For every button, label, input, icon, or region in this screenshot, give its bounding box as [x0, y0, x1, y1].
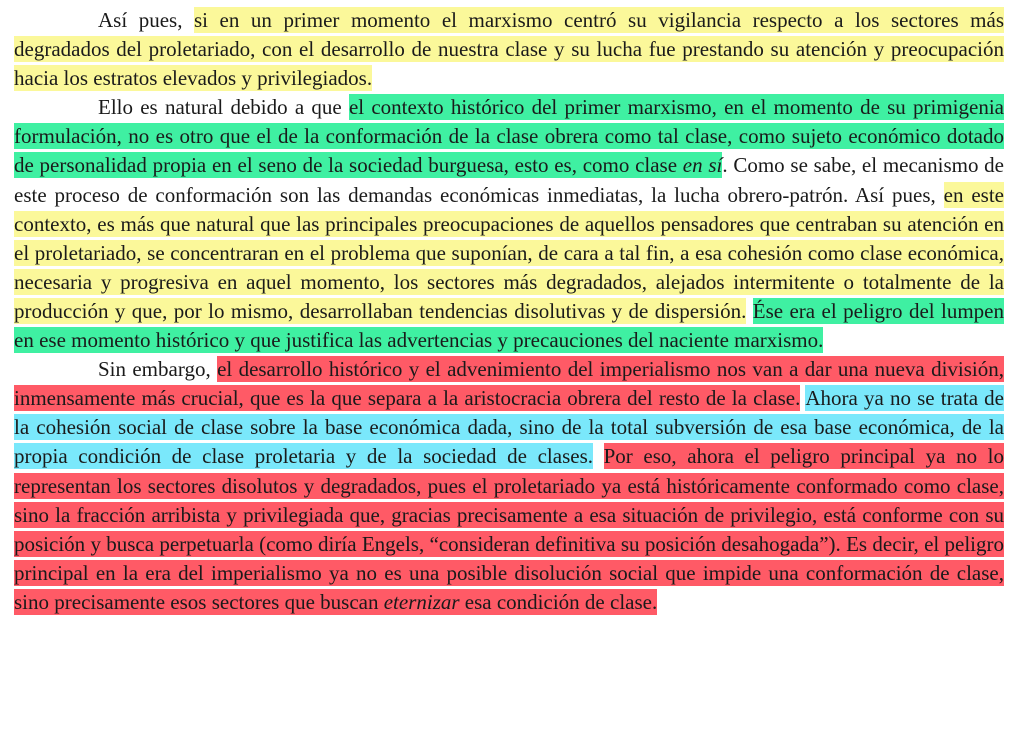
highlight-red-italic: eternizar	[383, 589, 460, 614]
highlight-green: Ése era el peligro del lumpen en ese momento histórico y que justifica las advertencias y precauciones del naciente marxismo.	[14, 298, 1004, 353]
text-segment: Ello es natural debido a que	[98, 95, 349, 120]
paragraph-1	[14, 6, 1004, 93]
text-segment: Así pues,	[98, 8, 194, 32]
document-page	[14, 6, 1004, 617]
text-segment: . Como se sabe, el mecanismo de este proceso de conformación son las demandas económicas inmediatas, la lucha obrero-patrón. Así pues,	[14, 153, 1005, 207]
highlight-yellow: si en un primer momento el marxismo centró su vigilancia respecto a los sectores más degradados del proletariado, con el desarrollo de nuestra clase y su lucha fue prestando su atención y preocupación hacia los estratos elevados y privilegiados.	[14, 8, 1005, 91]
paragraph-3	[14, 355, 1004, 617]
paragraph-2	[14, 93, 1004, 355]
highlight-green: el contexto histórico del primer marxismo, en el momento de su primigenia formulación, no es otro que el de la conformación de la clase obrera como tal clase, como sujeto económico dotado de personalidad propia en el seno de la sociedad burguesa, esto es, como clase	[14, 95, 1004, 178]
highlight-red: Por eso, ahora el peligro principal ya no lo representan los sectores disolutos y degradados, pues el proletariado ya está históricamente conformado como clase, sino la fracción arribista y privilegiada que, gracias precisamente a esa situación de privilegio, está conforme con su posición y busca perpetuarla (como diría Engels, “consideran definitiva su posición desahogada”). Es decir, el peligro principal en la era del imperialismo ya no es una posible disolución social que impide una conformación de clase, sino precisamente esos sectores que buscan	[14, 444, 1005, 614]
text-segment: Sin embargo,	[98, 357, 218, 382]
text-segment	[593, 444, 604, 468]
highlight-yellow: en este contexto, es más que natural que las principales preocupaciones de aquellos pensadores que centraban su atención en el proletariado, se concentraran en el problema que suponían, de cara a tal fin, a esa cohesión como clase económica, necesaria y progresiva en aquel momento, los sectores más degradados, alejados intermitente o totalmente de la producción y que, por lo mismo, desarrollaban tendencias disolutivas y de dispersión.	[14, 182, 1004, 323]
text-segment	[746, 299, 752, 323]
highlight-blue: Ahora ya no se trata de la cohesión social de clase sobre la base económica dada, sino de la total subversión de esa base económica, de la propia condición de clase proletaria y de la sociedad de clases.	[14, 386, 1005, 469]
highlight-red: esa condición de clase.	[459, 589, 658, 614]
highlight-red: el desarrollo histórico y el advenimiento del imperialismo nos van a dar una nueva división, inmensamente más crucial, que es la que separa a la aristocracia obrera del resto de la clase.	[14, 357, 1004, 411]
highlight-green-italic: en sí	[682, 153, 723, 178]
